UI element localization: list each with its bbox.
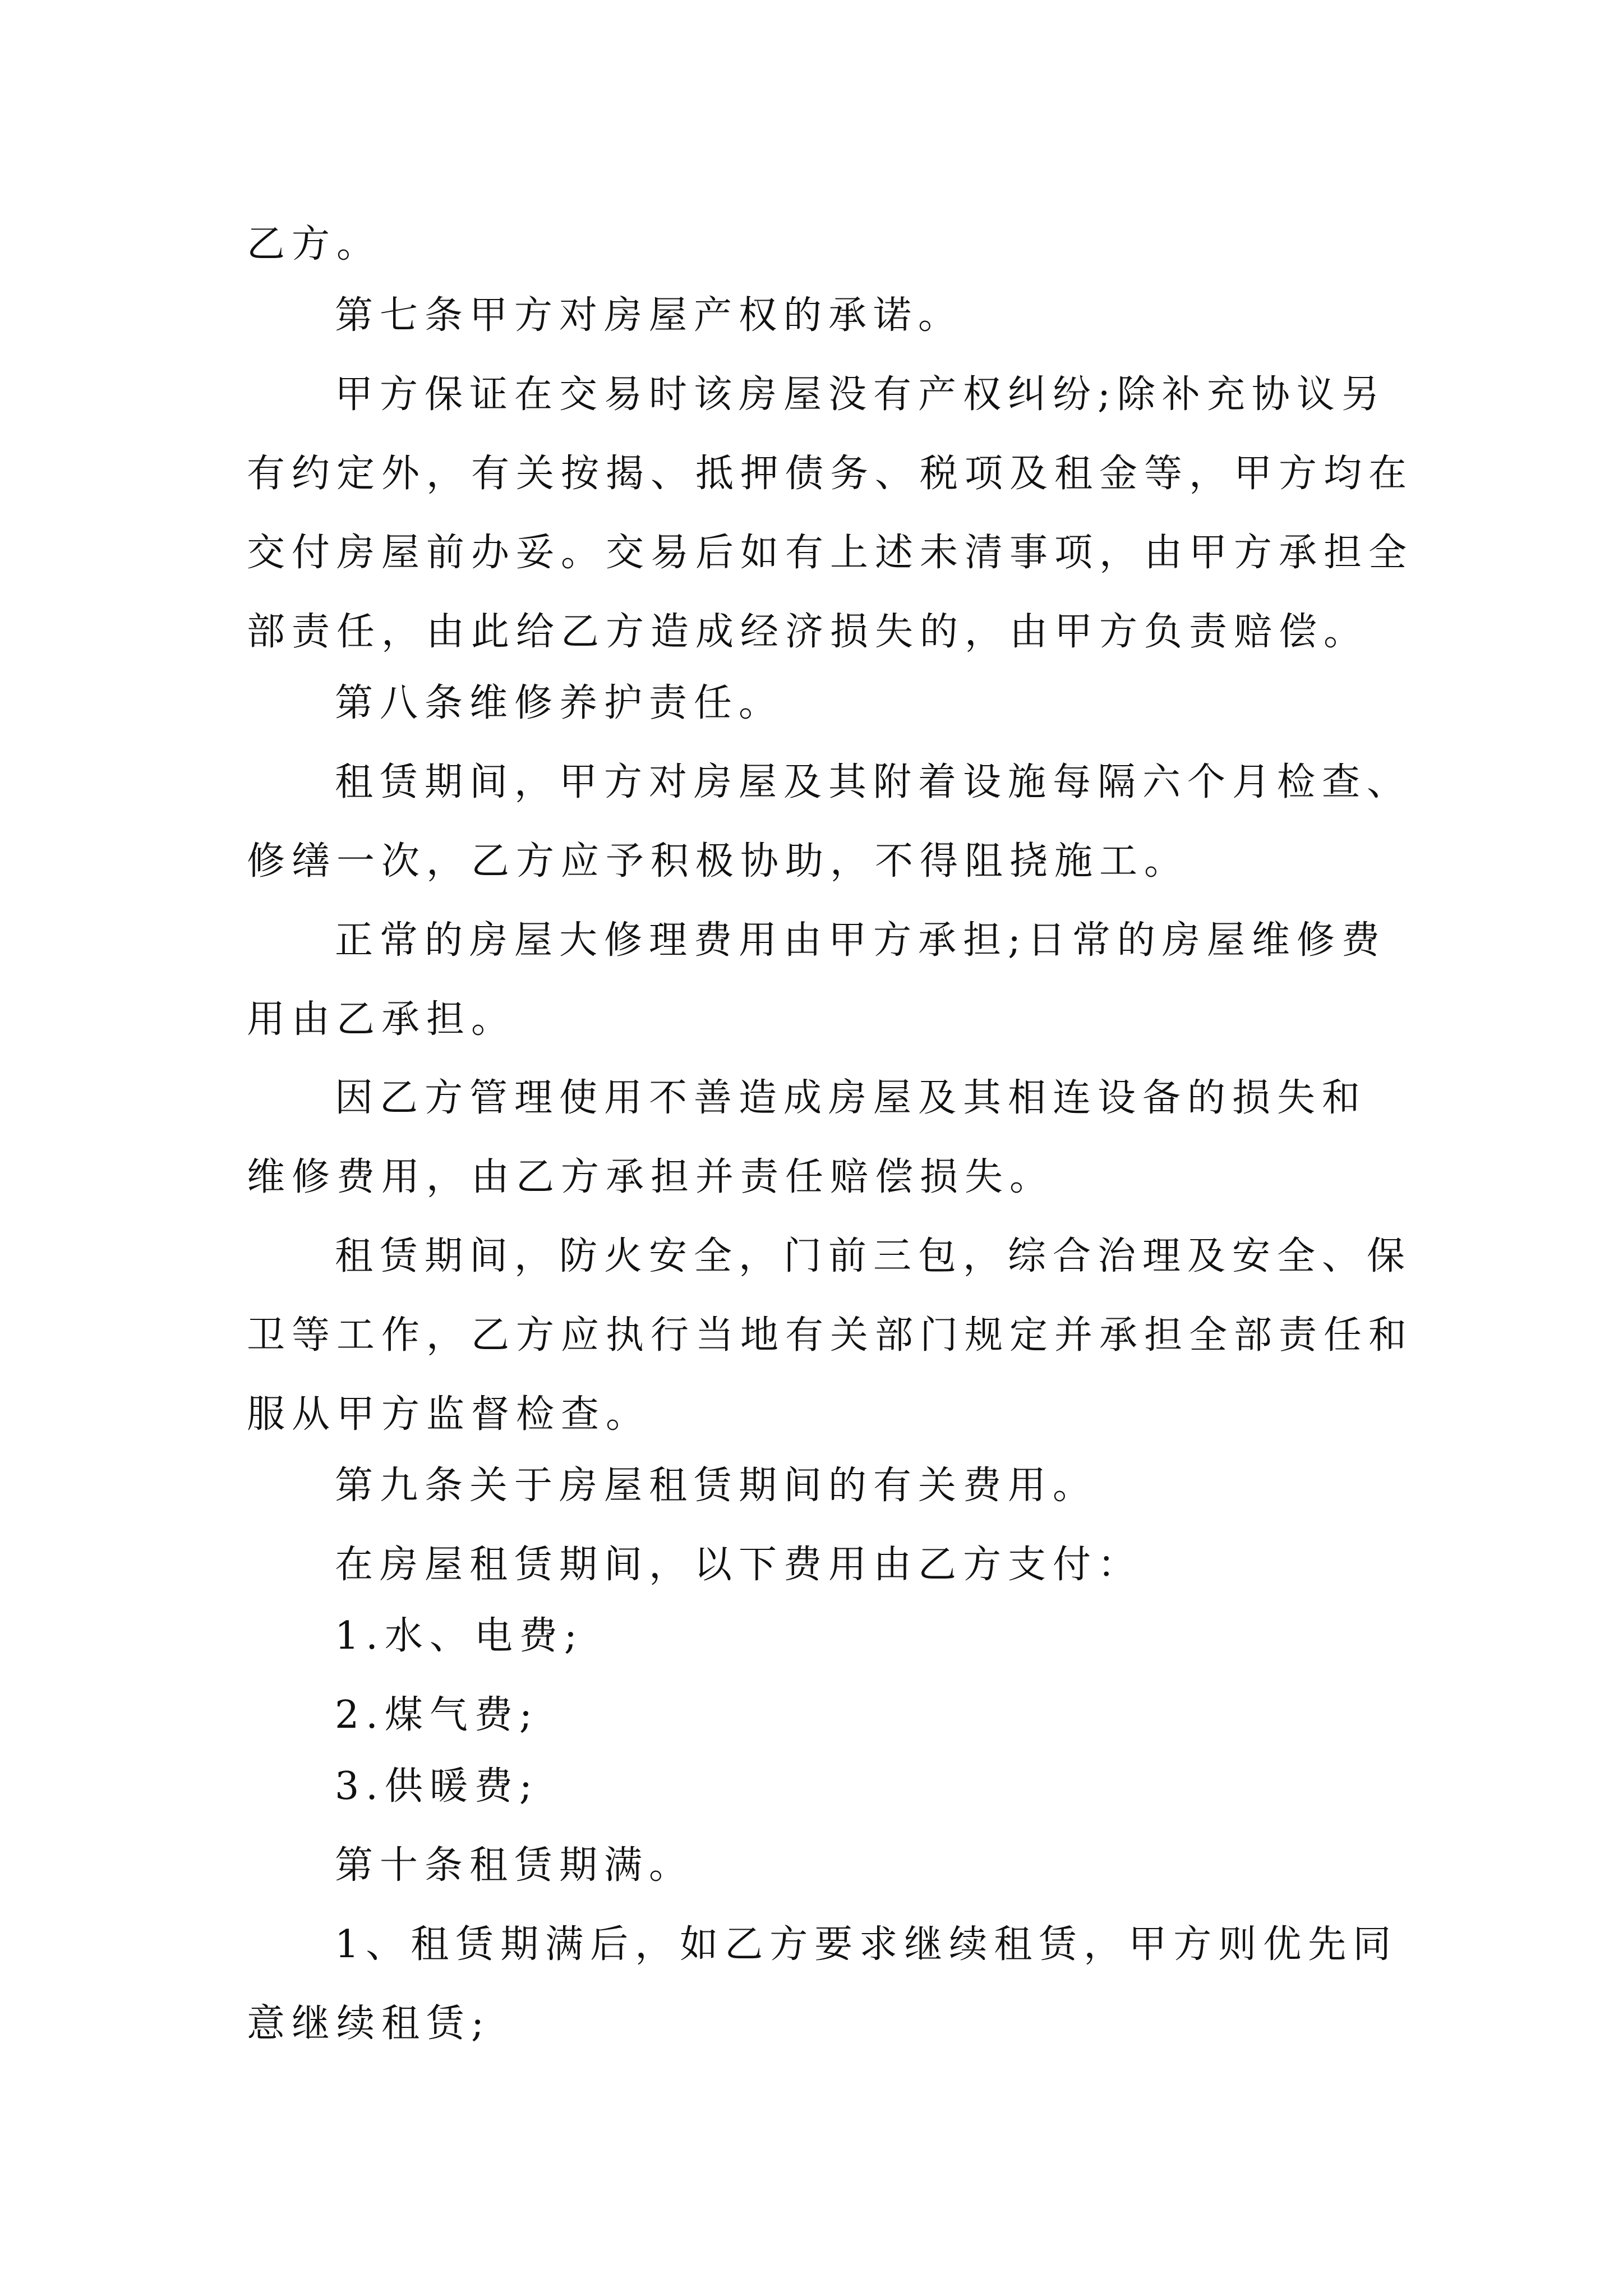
text-line: 正常的房屋大修理费用由甲方承担;日常的房屋维修费 — [335, 918, 1386, 963]
list-item: 2.煤气费; — [335, 1693, 539, 1737]
list-item: 3.供暖费; — [335, 1764, 539, 1809]
text-line: 租赁期间，甲方对房屋及其附着设施每隔六个月检查、 — [335, 760, 1412, 804]
article-heading: 第十条租赁期满。 — [335, 1843, 694, 1888]
text-line: 修缮一次，乙方应予积极协助，不得阻挠施工。 — [247, 839, 1189, 884]
text-line: 意继续租赁; — [247, 2001, 491, 2046]
text-line: 部责任，由此给乙方造成经济损失的，由甲方负责赔偿。 — [247, 610, 1369, 654]
text-line: 维修费用，由乙方承担并责任赔偿损失。 — [247, 1155, 1055, 1199]
text-line: 在房屋租赁期间，以下费用由乙方支付： — [335, 1543, 1143, 1587]
article-heading: 第七条甲方对房屋产权的承诺。 — [335, 293, 963, 338]
text-line: 乙方。 — [247, 222, 382, 266]
article-heading: 第八条维修养护责任。 — [335, 681, 784, 725]
text-line: 租赁期间，防火安全，门前三包，综合治理及安全、保 — [335, 1234, 1412, 1278]
text-line: 甲方保证在交易时该房屋没有产权纠纷;除补充协议另 — [335, 372, 1386, 417]
text-line: 有约定外，有关按揭、抵押债务、税项及租金等，甲方均在 — [247, 452, 1414, 496]
text-line: 用由乙承担。 — [247, 997, 517, 1042]
list-item: 1.水、电费; — [335, 1614, 584, 1658]
article-heading: 第九条关于房屋租赁期间的有关费用。 — [335, 1464, 1098, 1508]
text-line: 交付房屋前办妥。交易后如有上述未清事项，由甲方承担全 — [247, 531, 1414, 575]
text-line: 服从甲方监督检查。 — [247, 1392, 651, 1437]
text-line: 1、租赁期满后，如乙方要求继续租赁，甲方则优先同 — [335, 1922, 1398, 1967]
text-line: 因乙方管理使用不善造成房屋及其相连设备的损失和 — [335, 1076, 1367, 1120]
text-line: 卫等工作，乙方应执行当地有关部门规定并承担全部责任和 — [247, 1313, 1414, 1358]
